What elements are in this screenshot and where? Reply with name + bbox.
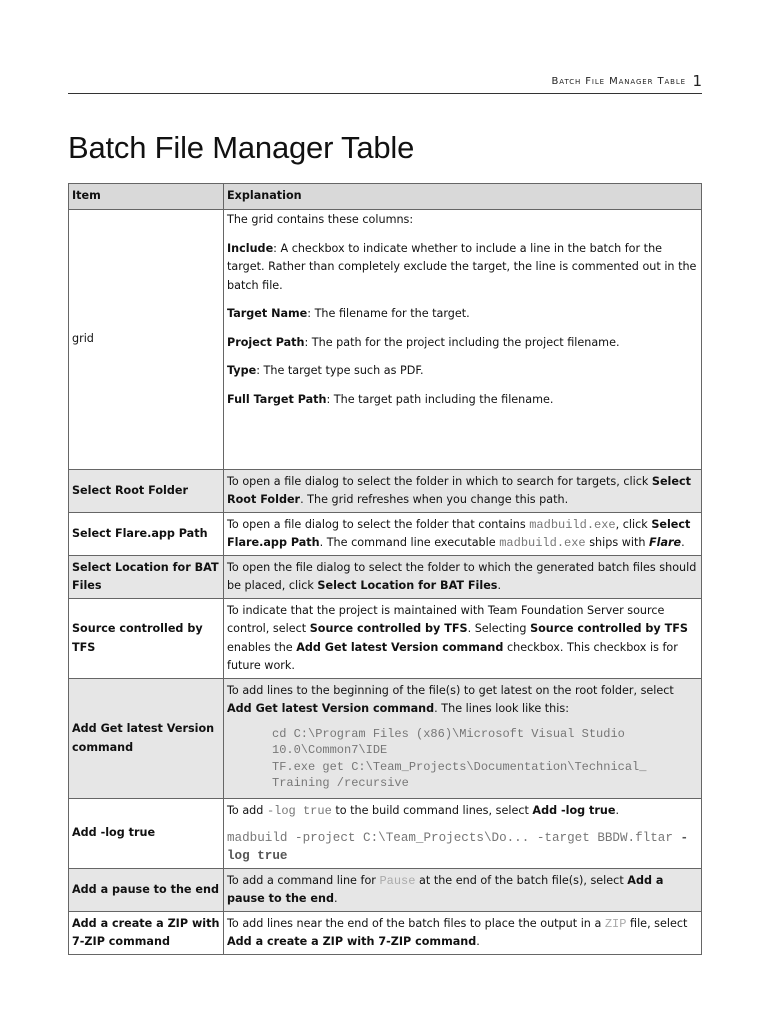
row-item-select-location: Select Location for BAT Files xyxy=(69,556,224,599)
table-row xyxy=(69,599,702,679)
text: To open the file dialog to select the folder to which the generated batch files should be placed, click xyxy=(227,560,697,592)
row-item-select-root: Select Root Folder xyxy=(69,470,224,513)
row-explanation-grid xyxy=(224,210,702,470)
text: . xyxy=(476,935,480,948)
code-line: 10.0\Common7\IDE xyxy=(272,743,388,757)
grid-intro: The grid contains these columns: xyxy=(227,213,414,226)
table-row xyxy=(69,799,702,869)
table-row xyxy=(69,679,702,799)
grid-include-paragraph xyxy=(227,240,698,296)
ui-term: Add -log true xyxy=(532,804,616,818)
grid-type-paragraph xyxy=(227,362,698,381)
full-target-term: Full Target Path xyxy=(227,392,327,406)
row-explanation-select-location xyxy=(224,556,702,599)
text: . xyxy=(615,804,620,818)
ui-term: Add a pause to the end xyxy=(227,873,664,905)
row-explanation-select-flare xyxy=(224,513,702,556)
table-row xyxy=(69,869,702,912)
row-explanation-add-zip xyxy=(224,912,702,955)
batch-file-manager-table xyxy=(68,183,702,955)
include-term: Include xyxy=(227,241,274,255)
table-header-row xyxy=(69,184,702,210)
row-explanation-add-log xyxy=(224,799,702,869)
type-desc: : The target type such as PDF. xyxy=(256,364,424,377)
text: enables the xyxy=(227,640,297,654)
text: To add lines to the beginning of the file(s) to get latest on the root folder, select xyxy=(227,683,674,697)
text: To add lines near the end of the batch files to place the output in a xyxy=(227,916,605,930)
row-item-add-zip: Add a create a ZIP with 7-ZIP command xyxy=(69,912,224,955)
row-explanation-add-get-latest xyxy=(224,679,702,799)
row-item-add-pause: Add a pause to the end xyxy=(69,869,224,912)
ui-term: Select Location for BAT Files xyxy=(317,579,498,592)
page-number: 1 xyxy=(692,72,702,90)
table-row xyxy=(69,556,702,599)
grid-target-name-paragraph xyxy=(227,305,698,324)
text: . The grid refreshes when you change this path. xyxy=(300,493,569,506)
grid-full-target-paragraph xyxy=(227,391,698,410)
code-text: madbuild.exe xyxy=(529,517,616,532)
row-explanation-select-root xyxy=(224,470,702,513)
code-text: madbuild -project C:\Team_Projects\Do... -target BBDW.fltar xyxy=(227,830,681,845)
row-item-source-controlled: Source controlled by TFS xyxy=(69,599,224,679)
text: at the end of the batch file(s), select xyxy=(415,873,628,887)
row-item-select-flare: Select Flare.app Path xyxy=(69,513,224,556)
product-name: Flare xyxy=(649,536,682,549)
add-get-latest-paragraph xyxy=(227,682,698,719)
code-text: ZIP xyxy=(604,916,627,931)
type-term: Type xyxy=(227,364,257,377)
text: checkbox. This checkbox is for future work. xyxy=(227,640,678,672)
row-item-add-get-latest: Add Get latest Version command xyxy=(69,679,224,799)
ui-term: Add Get latest Version command xyxy=(227,702,435,715)
table-row xyxy=(69,912,702,955)
ui-term: Add a create a ZIP with 7-ZIP command xyxy=(227,935,477,948)
code-text-emphasis: -log true xyxy=(227,830,689,863)
code-line: TF.exe get C:\Team_Projects\Documentation\Technical_ xyxy=(272,759,647,774)
ui-term: Add Get latest Version command xyxy=(296,640,504,654)
code-block xyxy=(272,726,698,792)
text: . The lines look like this: xyxy=(434,702,569,715)
target-name-desc: : The filename for the target. xyxy=(307,307,470,320)
text: . xyxy=(681,536,685,549)
add-log-paragraph xyxy=(227,802,698,821)
ui-term: Source controlled by TFS xyxy=(530,622,688,635)
include-desc: : A checkbox to indicate whether to include a line in the batch for the target. Rather than completely exclude the target, the line is commented out in the batch file. xyxy=(227,241,697,292)
row-explanation-add-pause xyxy=(224,869,702,912)
command-line-example xyxy=(227,829,698,865)
text: To add xyxy=(227,804,267,818)
text: To open a file dialog to select the folder in which to search for targets, click xyxy=(227,474,652,488)
ui-term: Select Flare.app Path xyxy=(227,517,691,549)
text: file, select xyxy=(626,916,688,930)
code-text: madbuild.exe xyxy=(499,536,586,550)
ui-term: Select Root Folder xyxy=(227,474,691,506)
table-row xyxy=(69,513,702,556)
text: . xyxy=(497,579,502,592)
text: to the build command lines, select xyxy=(331,804,533,818)
column-header-item: Item xyxy=(69,184,224,210)
text: . xyxy=(333,892,338,905)
text: . The command line executable xyxy=(319,536,500,549)
table-row xyxy=(69,210,702,470)
running-header-title: Batch File Manager Table xyxy=(551,76,686,87)
code-text: -log true xyxy=(266,804,332,819)
text: To add a command line for xyxy=(227,873,380,887)
document-title: Batch File Manager Table xyxy=(68,130,415,165)
row-item-add-log: Add -log true xyxy=(69,799,224,869)
text: To open a file dialog to select the folder that contains xyxy=(227,517,530,531)
column-header-explanation: Explanation xyxy=(224,184,702,210)
code-line: Training /recursive xyxy=(272,776,409,790)
ui-term: Source controlled by TFS xyxy=(309,622,468,635)
row-explanation-source-controlled xyxy=(224,599,702,679)
row-item-grid: grid xyxy=(69,210,224,470)
text: ships with xyxy=(585,536,650,549)
text: . Selecting xyxy=(467,622,531,635)
project-path-desc: : The path for the project including the project filename. xyxy=(304,335,620,349)
project-path-term: Project Path xyxy=(227,335,305,349)
grid-project-path-paragraph xyxy=(227,334,698,353)
code-text: Pause xyxy=(379,873,416,888)
full-target-desc: : The target path including the filename. xyxy=(326,392,554,406)
target-name-term: Target Name xyxy=(227,307,308,320)
text: To indicate that the project is maintained with Team Foundation Server source control, select xyxy=(227,603,665,635)
text: , click xyxy=(615,517,652,531)
page-header xyxy=(68,72,702,94)
code-line: cd C:\Program Files (x86)\Microsoft Visual Studio xyxy=(272,726,625,741)
table-row xyxy=(69,470,702,513)
